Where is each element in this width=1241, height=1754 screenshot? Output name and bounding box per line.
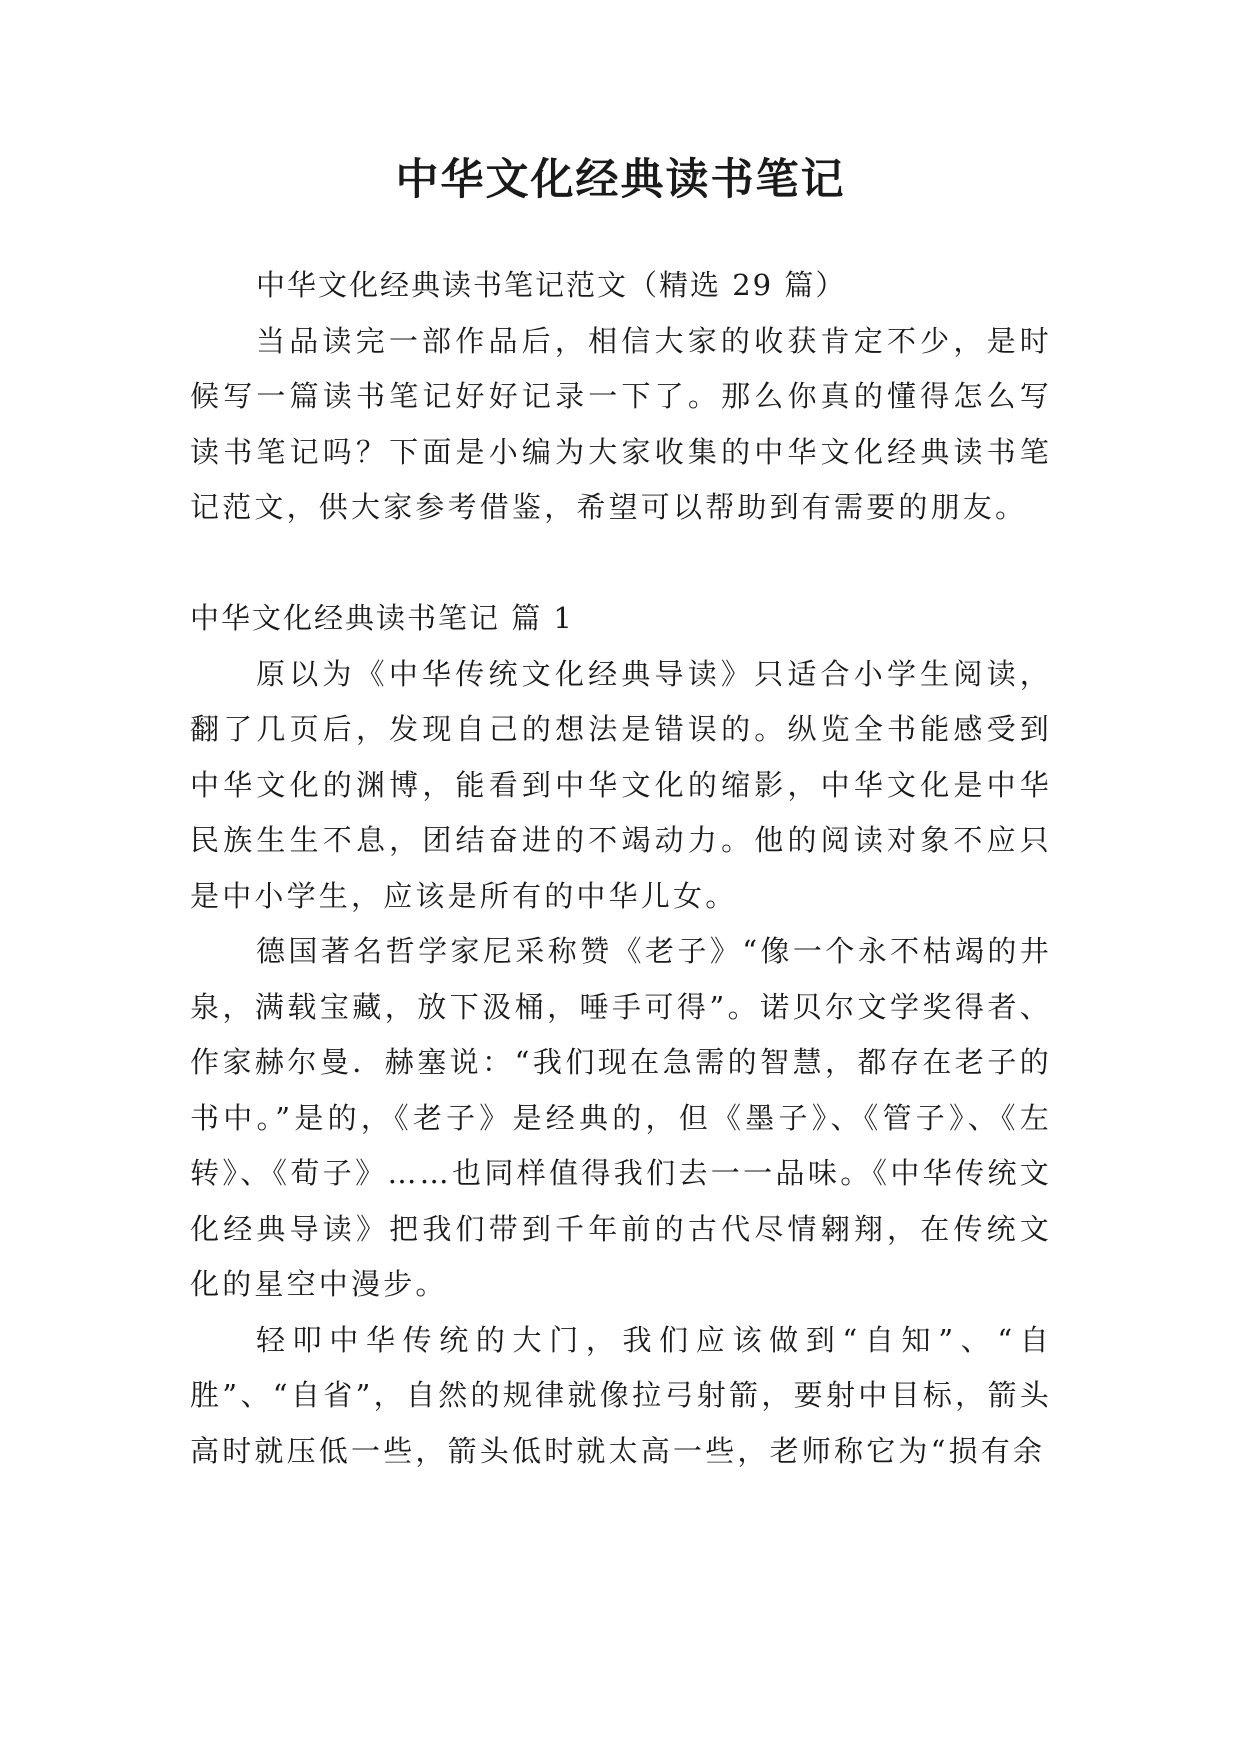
body-paragraph-3: 轻叩中华传统的大门，我们应该做到“自知”、“自胜”、“自省”，自然的规律就像拉弓射箭，要射中目标，箭头高时就压低一些，箭头低时就太高一些，老师称它为“损有余 — [190, 1322, 1052, 1468]
document-body — [190, 258, 1052, 1479]
section-heading: 中华文化经典读书笔记 篇 1 — [190, 601, 574, 635]
document-title: 中华文化经典读书笔记 — [395, 155, 846, 205]
intro-paragraph: 当品读完一部作品后，相信大家的收获肯定不少，是时候写一篇读书笔记好好记录一下了。那么你真的懂得怎么写读书笔记吗？下面是小编为大家收集的中华文化经典读书笔记范文，供大家参考借鉴，希望可以帮助到有需要的朋友。 — [190, 323, 1052, 524]
section-spacer — [190, 536, 1052, 592]
body-paragraph-1: 原以为《中华传统文化经典导读》只适合小学生阅读，翻了几页后，发现自己的想法是错误的。纵览全书能感受到中华文化的渊博，能看到中华文化的缩影，中华文化是中华民族生生不息，团结奋进的不竭动力。他的阅读对象不应只是中小学生，应该是所有的中华儿女。 — [190, 656, 1052, 913]
document-subtitle: 中华文化经典读书笔记范文（精选 29 篇） — [256, 268, 847, 302]
body-paragraph-2: 德国著名哲学家尼采称赞《老子》“像一个永不枯竭的井泉，满载宝藏，放下汲桶，唾手可得”。诺贝尔文学奖得者、作家赫尔曼．赫塞说：“我们现在急需的智慧，都存在老子的书中。”是的，《老子》是经典的，但《墨子》、《管子》、《左转》、《荀子》……也同样值得我们去一一品味。《中华传统文化经典导读》把我们带到千年前的古代尽情翱翔，在传统文化的星空中漫步。 — [190, 934, 1052, 1301]
